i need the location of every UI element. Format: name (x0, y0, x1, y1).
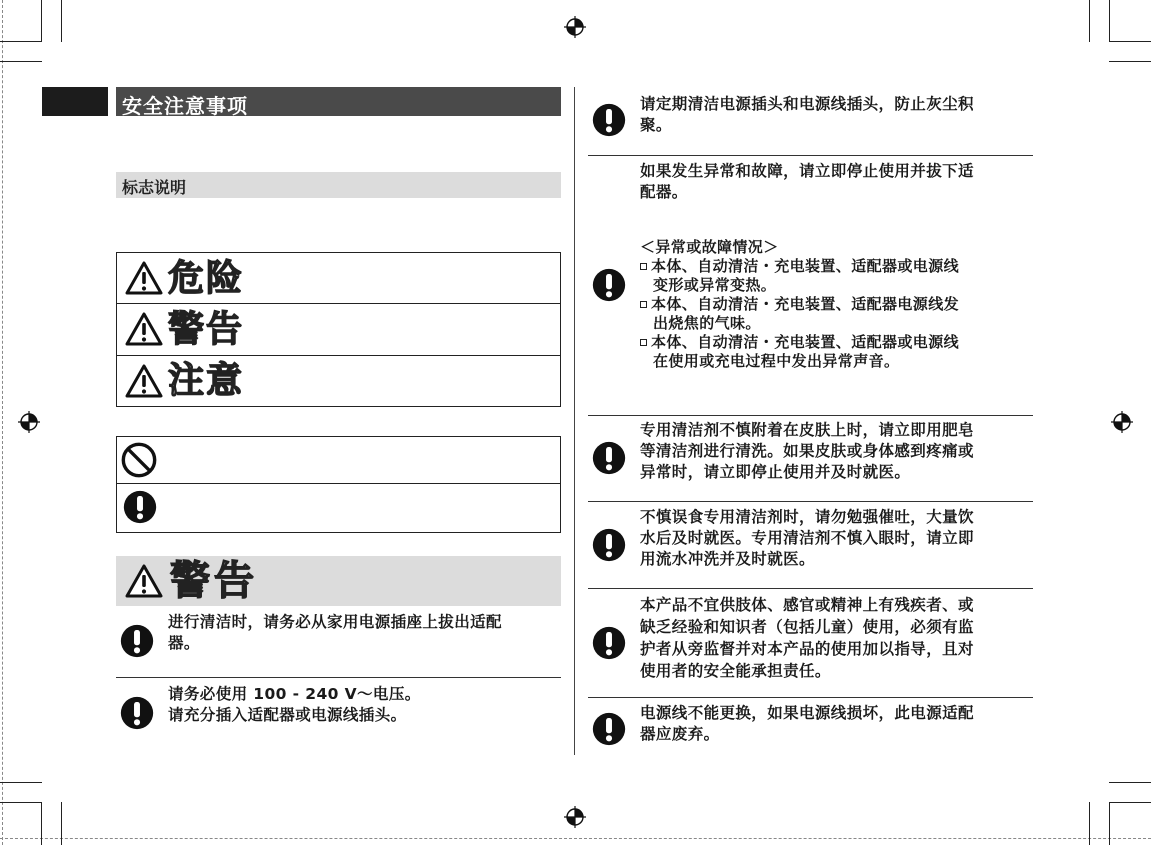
right-item-4: 专用清洁剂不慎附着在皮肤上时，请立即用肥皂 等清洁剂进行清洗。如果皮肤或身体感到疼痛或 异常时，请立即停止使用并及时就医。 (640, 421, 974, 481)
page-border-dashed-bottom (0, 838, 1151, 839)
item-divider (588, 697, 1033, 698)
crop-mark (1089, 0, 1090, 42)
table-divider (116, 303, 561, 304)
bullet-icon (640, 301, 647, 308)
list-item: 本体、自动清洁・充电装置、适配器或电源线 (640, 333, 1032, 352)
right-item-6: 本产品不宜供肢体、感官或精神上有残疾者、或 缺乏经验和知识者（包括儿童）使用，必须有监 护者从旁监督并对本产品的使用加以指导，且对 使用者的安全能承担责任。 (640, 596, 974, 680)
mandatory-action-icon (120, 695, 154, 731)
item-divider (588, 415, 1033, 416)
crop-mark (1109, 802, 1110, 845)
crop-mark (0, 802, 42, 803)
mandatory-action-icon (592, 440, 626, 476)
registration-mark-icon (564, 806, 586, 828)
signal-word-caution: 注意 (168, 360, 245, 401)
registration-mark-icon (564, 16, 586, 38)
warning-triangle-icon (124, 363, 164, 399)
right-item-3: ＜异常或故障情况＞ 本体、自动清洁・充电装置、适配器或电源线 变形或异常变热。 本体、自动清洁・充电装置、适配器电源线发 出烧焦的气味。 本体、自动清洁・充电装置、适配器或电源线 在使用或充电过程中发出异常声音。 (640, 238, 1032, 371)
right-item-2: 如果发生异常和故障，请立即停止使用并拔下适 配器。 (640, 162, 974, 201)
bullet-icon (640, 263, 647, 270)
abnormal-heading: ＜异常或故障情况＞ (640, 238, 779, 256)
crop-mark (1109, 802, 1151, 803)
list-item: 本体、自动清洁・充电装置、适配器电源线发 (640, 295, 1032, 314)
warning-triangle-icon (124, 260, 164, 296)
page-border-dashed-left (2, 0, 3, 845)
item-divider (116, 677, 561, 678)
table-divider (116, 355, 561, 356)
list-item: 本体、自动清洁・充电装置、适配器或电源线 (640, 257, 1032, 276)
item-divider (588, 501, 1033, 502)
side-tab (42, 87, 108, 116)
crop-mark (41, 802, 42, 845)
right-item-7: 电源线不能更换，如果电源线损坏，此电源适配 器应废弃。 (640, 704, 974, 743)
crop-mark (61, 802, 62, 845)
right-item-5: 不慎误食专用清洁剂时，请勿勉强催吐，大量饮 水后及时就医。专用清洁剂不慎入眼时，请立即 用流水冲洗并及时就医。 (640, 508, 974, 568)
warning-triangle-icon (124, 311, 164, 347)
left-item-2: 请务必使用 100 - 240 V～电压。 请充分插入适配器或电源线插头。 (168, 685, 421, 724)
prohibition-icon (120, 441, 158, 479)
crop-mark (61, 0, 62, 42)
crop-mark (1109, 41, 1151, 42)
section-subtitle: 标志说明 (122, 178, 187, 197)
mandatory-action-icon (592, 267, 626, 303)
mandatory-action-icon (123, 489, 157, 525)
warning-triangle-icon (124, 563, 164, 599)
mandatory-action-icon (592, 102, 626, 138)
signal-word-danger: 危险 (168, 258, 245, 299)
crop-mark (1109, 0, 1110, 42)
item-divider (588, 155, 1033, 156)
mandatory-action-icon (592, 527, 626, 563)
mandatory-action-icon (592, 711, 626, 747)
item-divider (588, 588, 1033, 589)
signal-word-warning: 警告 (168, 309, 245, 350)
crop-mark (1109, 782, 1151, 783)
mandatory-action-icon (592, 625, 626, 661)
bullet-icon (640, 339, 647, 346)
title-bar (116, 87, 561, 116)
crop-mark (0, 782, 42, 783)
subtitle-bar (116, 172, 561, 198)
crop-mark (0, 41, 42, 42)
warning-section-header (116, 556, 561, 606)
column-divider (574, 87, 575, 755)
registration-mark-icon (1111, 411, 1133, 433)
left-item-1: 进行清洁时，请务必从家用电源插座上拔出适配 器。 (168, 613, 502, 652)
crop-mark (0, 61, 42, 62)
crop-mark (1109, 61, 1151, 62)
registration-mark-icon (18, 411, 40, 433)
crop-mark (41, 0, 42, 42)
right-item-1: 请定期清洁电源插头和电源线插头，防止灰尘积 聚。 (640, 95, 974, 134)
warning-section-title: 警告 (170, 558, 258, 604)
page-title: 安全注意事项 (122, 94, 248, 118)
table-divider (116, 483, 561, 484)
mandatory-action-icon (120, 623, 154, 659)
symbol-table (116, 436, 561, 533)
crop-mark (1089, 802, 1090, 845)
